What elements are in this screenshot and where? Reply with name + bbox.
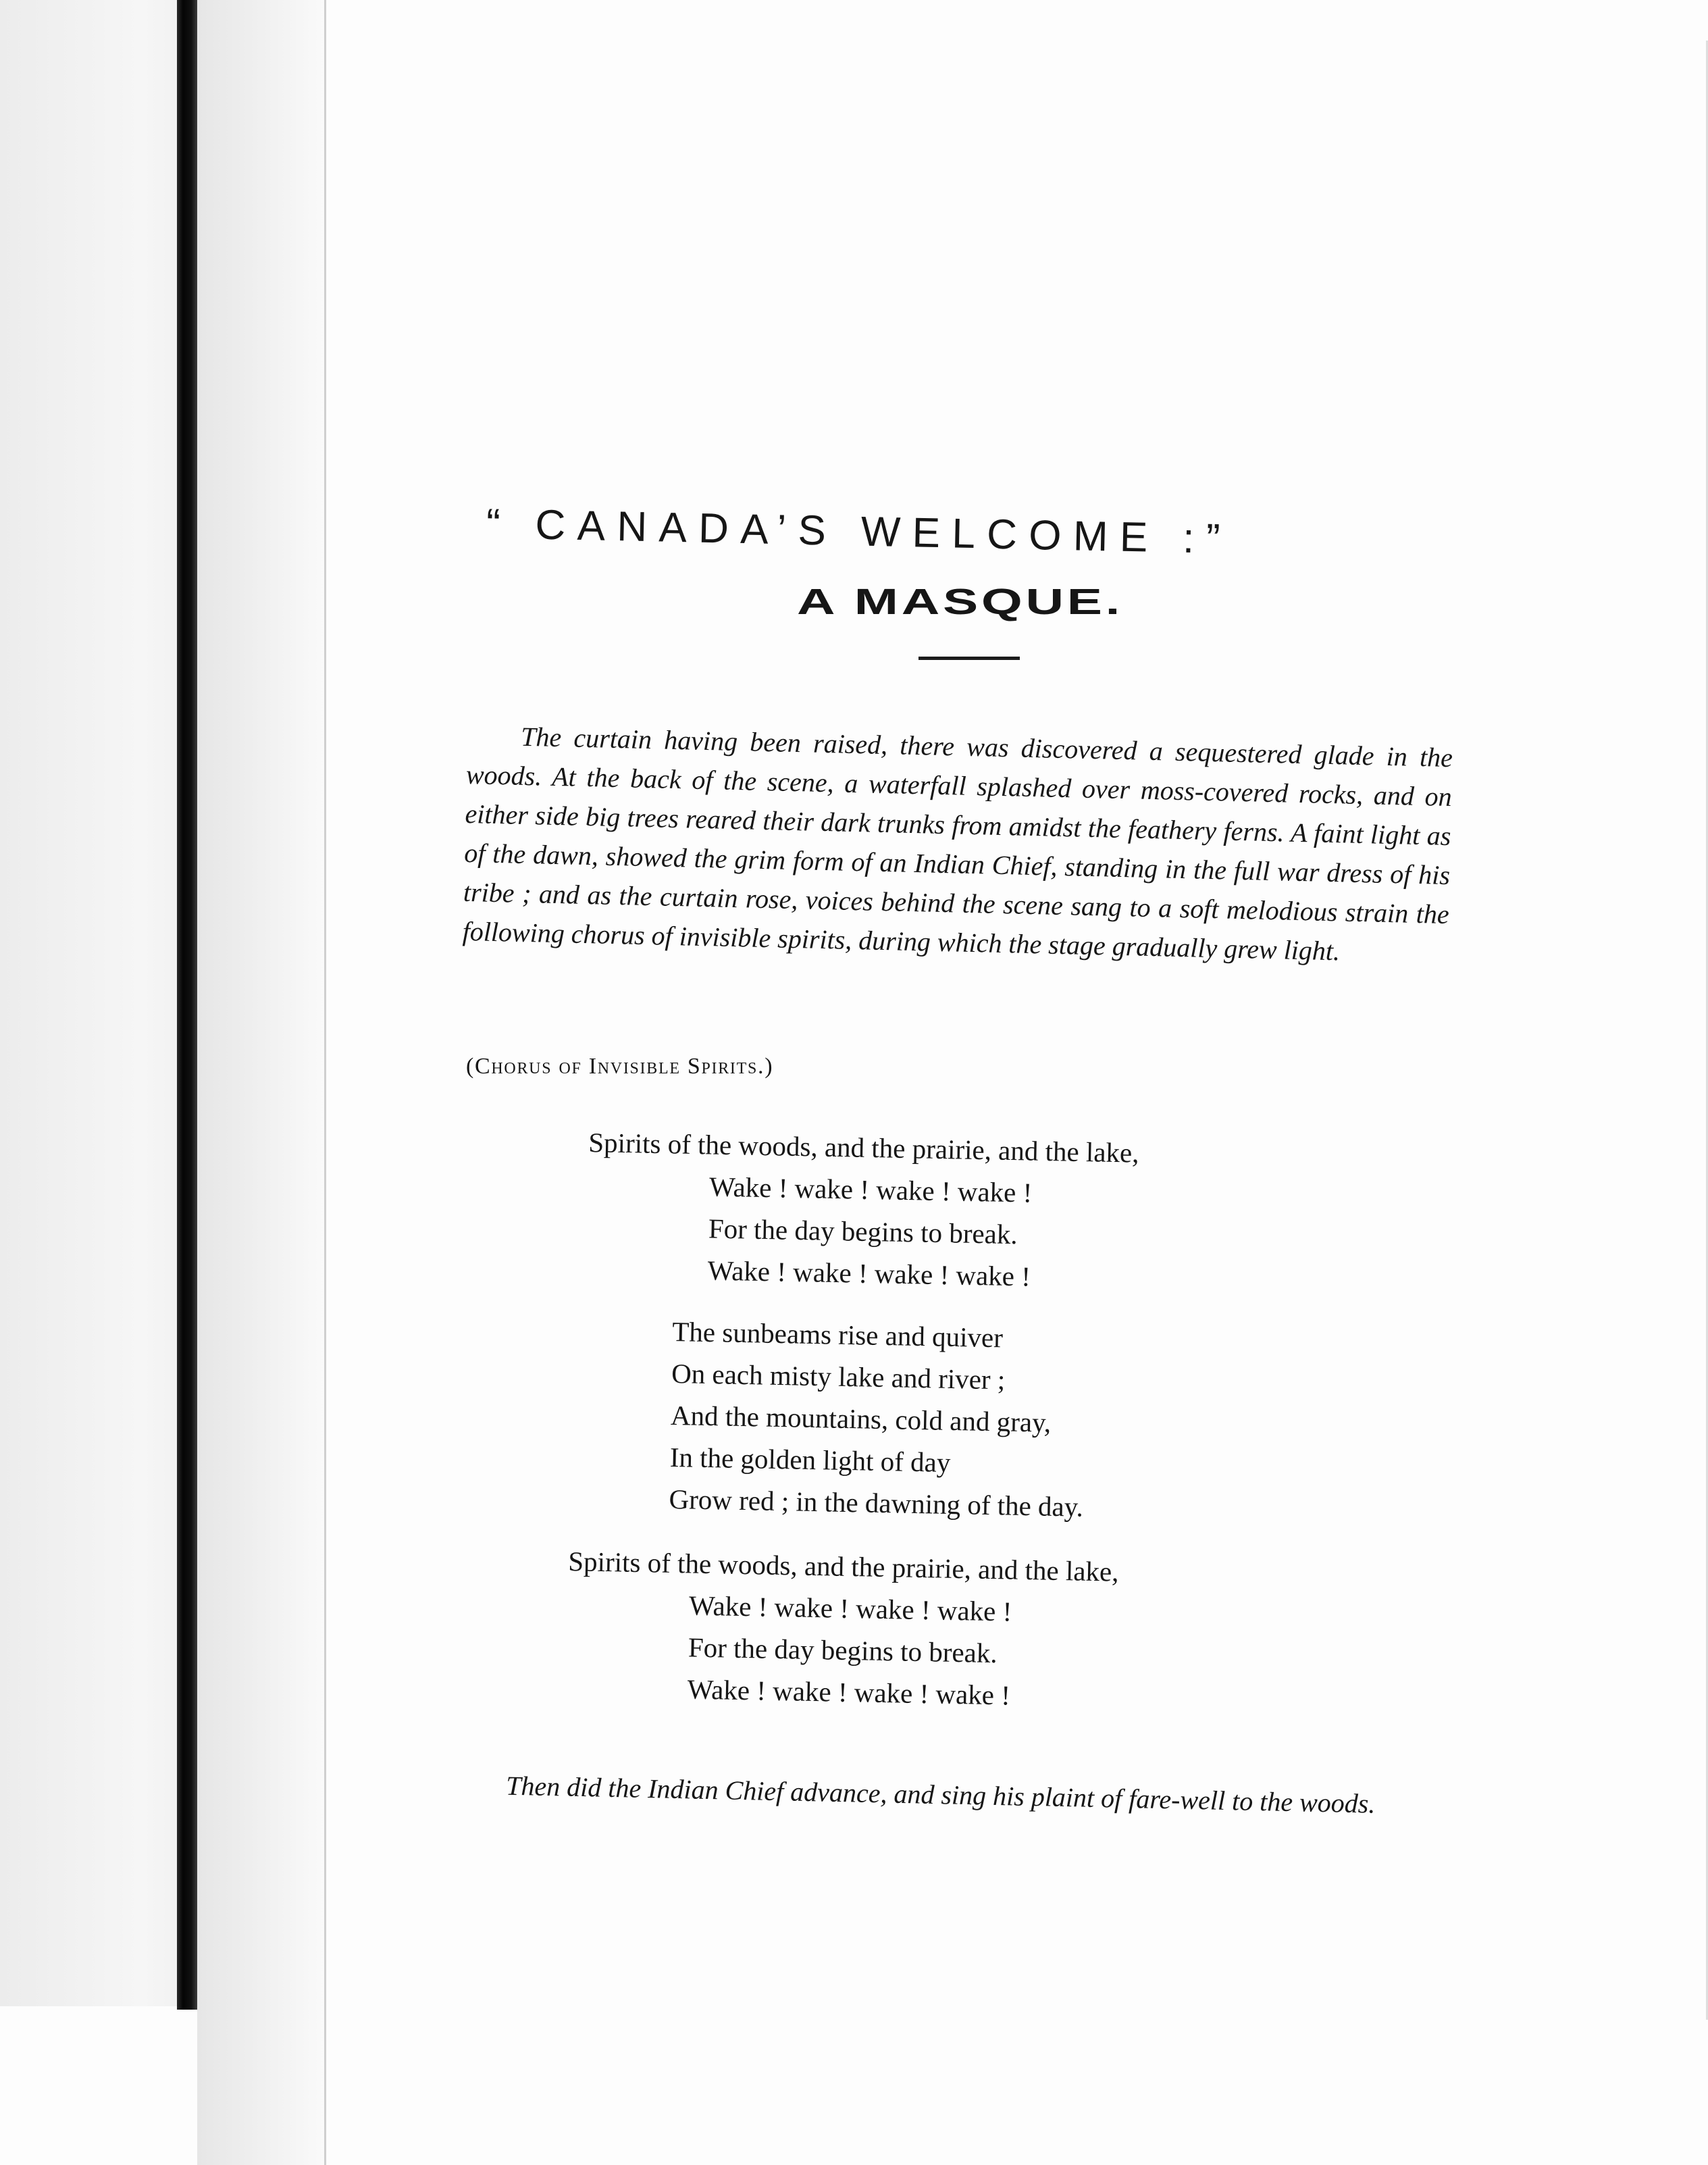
verse-line: Wake ! wake ! wake ! wake ! xyxy=(688,1589,1012,1627)
chorus-heading: (Chorus of Invisible Spirits.) xyxy=(466,1054,774,1079)
stanza-3 xyxy=(565,1540,1119,1718)
verse-line: For the day begins to break. xyxy=(708,1213,1018,1250)
stage-direction-intro: The curtain having been raised, there was discovered a sequestered glade in the woods. At the back of the scene, a waterfall splashed over moss-covered rocks, and on either side big trees reared their dark trunks from amidst the feathery ferns. A faint light as of the dawn, showed the grim form of an Indian Chief, standing in the full war dress of his tribe ; and as the curtain rose, voices behind the scene sang to a soft melodious strain the following chorus of invisible spirits, during which the stage gradually grew light. xyxy=(462,721,1453,967)
verse-line: Grow red ; in the dawning of the day. xyxy=(669,1483,1084,1523)
verse-line: Spirits of the woods, and the prairie, and the lake, xyxy=(588,1126,1139,1169)
verse-line: And the mountains, cold and gray, xyxy=(670,1399,1052,1438)
verse-line: Wake ! wake ! wake ! wake ! xyxy=(708,1171,1033,1208)
page-edge-line xyxy=(324,0,326,2165)
gutter-shade xyxy=(197,0,326,2165)
page-subtitle: A MASQUE. xyxy=(797,582,1124,622)
book-spine-shadow xyxy=(177,0,197,2010)
verse-line: On each misty lake and river ; xyxy=(671,1357,1006,1396)
verse-line: Wake ! wake ! wake ! wake ! xyxy=(707,1254,1031,1292)
title-rule xyxy=(918,657,1020,660)
stanza-2 xyxy=(669,1310,1087,1528)
verse-line: Wake ! wake ! wake ! wake ! xyxy=(687,1673,1011,1711)
stanza-1 xyxy=(586,1121,1139,1300)
page-title: “ CANADA’S WELCOME :” xyxy=(486,501,1233,563)
verse-line: For the day begins to break. xyxy=(688,1631,998,1669)
verse-line: Spirits of the woods, and the prairie, and the lake, xyxy=(567,1545,1119,1587)
facing-page-edge xyxy=(0,0,177,2006)
stage-direction-closing: Then did the Indian Chief advance, and sing his plaint of fare-well to the woods. xyxy=(505,1770,1376,1819)
verse-line: In the golden light of day xyxy=(669,1441,951,1478)
verse-line: The sunbeams rise and quiver xyxy=(671,1315,1004,1354)
